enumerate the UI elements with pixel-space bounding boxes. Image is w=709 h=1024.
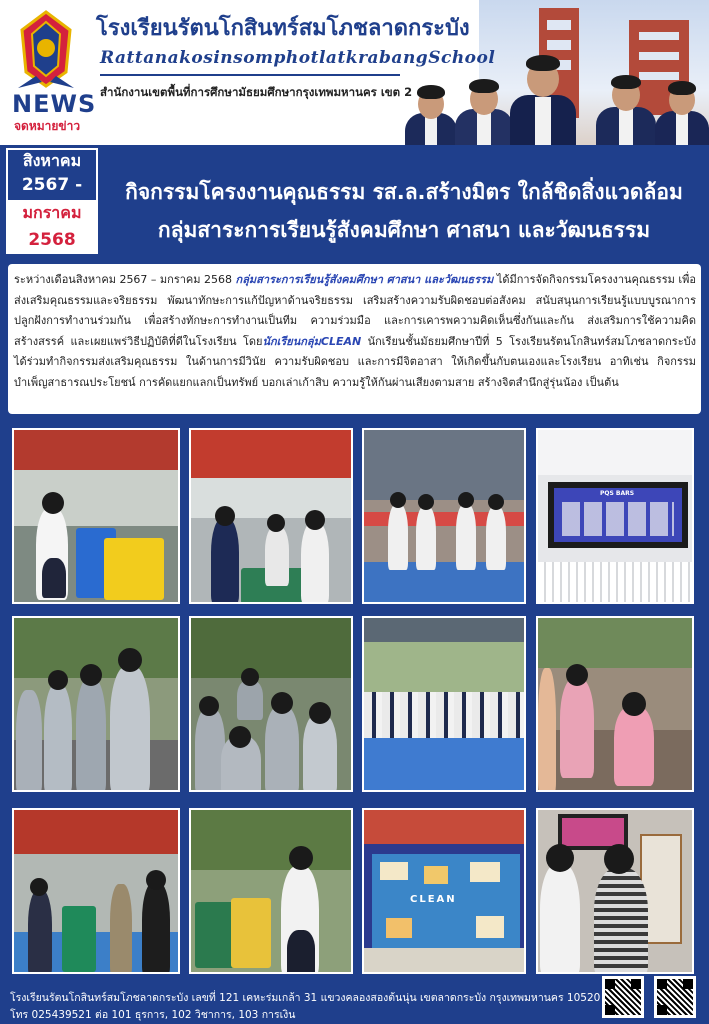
- qr-code-icon[interactable]: [602, 976, 644, 1018]
- school-emblem-icon: [14, 10, 78, 90]
- headline-line-1: กิจกรรมโครงงานคุณธรรม รส.ล.สร้างมิตร ใกล้ชิดสิ่งแวดล้อม: [125, 180, 683, 204]
- article-highlight-group: นักเรียนกลุ่มCLEAN: [262, 334, 362, 348]
- date-end-month: มกราคม: [6, 200, 98, 226]
- photo-clean-board: [362, 808, 526, 974]
- screen-caption: PQS BARS: [600, 490, 635, 497]
- school-name-english: RattanakosinsomphotlatkrabangSchool: [100, 48, 496, 68]
- article-text-start: ระหว่างเดือนสิงหาคม 2567 – มกราคม 2568: [14, 273, 236, 286]
- date-start-month: สิงหาคม: [6, 148, 98, 173]
- article-text-middle: ได้มีการจัดกิจกรรมโครงงานคุณธรรม เพื่อส่งเสริมคุณธรรมและจริยธรรม พัฒนาทักษะการแก้ปัญหาด้านจริยธรรม เสริมสร้างความรับผิดชอบต่อสังคม สนับสนุนการเรียนรู้แบบบูรณาการ ปลูกฝังการทำงานร่วมกัน เพื่อสร้างทักษะการทำงานเป็นทีม ความร่วมมือ และการเคารพความคิดเห็นซึ่งกันและกัน ส่งเสริมการใช้ความคิดสร้างสรรค์ และเผยแพร่วิธีปฏิบัติที่ดีในโรงเรียน โดย: [14, 273, 696, 348]
- header-divider: [100, 74, 400, 76]
- photo-assembly-hall: [362, 616, 526, 792]
- photo-broadcast-room: [536, 808, 694, 974]
- school-name-thai: โรงเรียนรัตนโกสินทร์สมโภชลาดกระบัง: [96, 16, 470, 41]
- education-office: สำนักงานเขตพื้นที่การศึกษามัธยมศึกษากรุงเทพมหานคร เขต 2: [100, 85, 413, 99]
- date-start-year: 2567 -: [6, 173, 98, 198]
- photo-students-group: [12, 616, 180, 792]
- photo-student-bins-sorting: [189, 808, 353, 974]
- news-label: NEWS: [12, 90, 97, 118]
- photo-green-bin: [12, 808, 180, 974]
- date-end-year: 2568: [6, 226, 98, 254]
- article-text-end: นักเรียนชั้นมัธยมศึกษาปีที่ 5 โรงเรียนรัตนโกสินทร์สมโภชลาดกระบัง ได้ร่วมทำกิจกรรมส่งเสริมคุณธรรม ในด้านการมีวินัย ความรับผิดชอบ และการมีจิตอาสา ให้เกิดขึ้นกับตนเองและโรงเรียน อาทิเช่น กิจกรรมบำเพ็ญสาธารณประโยชน์ การคัดแยกแลกเป็นทรัพย์ บอกเล่าเก้าสิบ ความรู้ให้กันผ่านเสียงตามสาย สร้างจิตสำนึกสู่รุ่นน้อง เป็นต้น: [14, 334, 696, 389]
- photo-students-masks: [189, 616, 353, 792]
- news-label-thai: จดหมายข่าว: [14, 119, 81, 133]
- article-highlight-department: กลุ่มสาระการเรียนรู้สังคมศึกษา ศาสนา และวัฒนธรรม: [235, 273, 494, 286]
- headline-line-2: กลุ่มสาระการเรียนรู้สังคมศึกษา ศาสนา และวัฒนธรรม: [157, 218, 651, 242]
- footer-address: โรงเรียนรัตนโกสินทร์สมโภชลาดกระบัง เลขที่ 121 เคหะร่มเกล้า 31 แขวงคลองสองต้นนุ่น เขตลาดกระบัง กรุงเทพมหานคร 10520: [10, 992, 601, 1004]
- photo-recycling-bins: [12, 428, 180, 604]
- footer-phone: โทร 025439521 ต่อ 101 ธุรการ, 102 วิชาการ, 103 การเงิน: [10, 1009, 296, 1021]
- article-body: [14, 270, 696, 393]
- photo-students-bins: [189, 428, 353, 604]
- board-caption: CLEAN: [410, 894, 457, 905]
- header: [0, 0, 709, 165]
- photo-students-stage: [362, 428, 526, 604]
- qr-code-icon[interactable]: [654, 976, 696, 1018]
- photo-students-sorting: [536, 616, 694, 792]
- date-range-box: [6, 148, 98, 254]
- photo-presentation-screen: [536, 428, 694, 604]
